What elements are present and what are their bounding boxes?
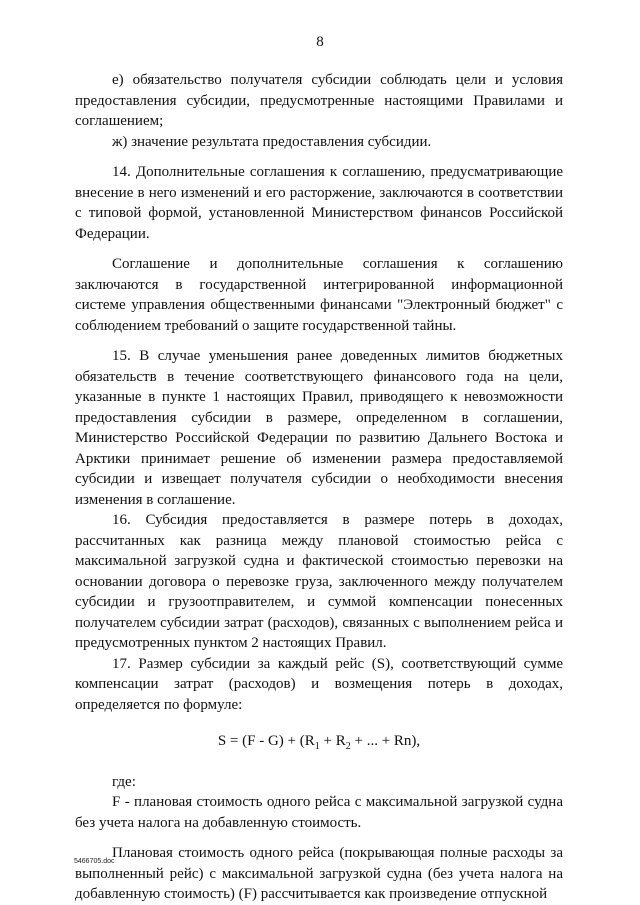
paragraph-f-definition: F - плановая стоимость одного рейса с максимальной загрузкой судна без учета налога на добавленную стоимость.: [75, 794, 563, 831]
paragraph-planned-cost: Плановая стоимость одного рейса (покрывающая полные расходы за выполненный рейс) с максимальной загрузкой судна (без учета налога на добавленную стоимость) (F) рассчитывается как произведение отпускной: [75, 845, 563, 902]
paragraph-14: 14. Дополнительные соглашения к соглашению, предусматривающие внесение в него изменений и его расторжение, заключаются в соответствии с типовой формой, установленной Министерством финансов Российской Федерации.: [75, 164, 563, 242]
document-body: [75, 70, 563, 905]
footer-filename: 5466705.doc: [74, 858, 115, 865]
paragraph-agreement: Соглашение и дополнительные соглашения к соглашению заключаются в государственной интегрированной информационной системе управления общественными финансами "Электронный бюджет" с соблюдением требований о защите государственной тайны.: [75, 256, 563, 334]
paragraph-17: 17. Размер субсидии за каждый рейс (S), соответствующий сумме компенсации затрат (расходов) и возмещения потерь в доходах, определяется по формуле:: [75, 655, 563, 713]
paragraph-where: где:: [112, 773, 136, 790]
paragraph-e: е) обязательство получателя субсидии соблюдать цели и условия предоставления субсидии, предусмотренные настоящими Правилами и соглашением;: [75, 72, 563, 129]
paragraph-15: 15. В случае уменьшения ранее доведенных лимитов бюджетных обязательств в течение соответствующего финансового года на цели, указанные в пункте 1 настоящих Правил, приводящего к невозможности предоставления субсидии в размере, определенном в соглашении, Министерство Российской Федерации по развитию Дальнего Востока и Арктики принимает решение об изменении размера предоставляемой субсидии и извещает получателя субсидии о необходимости внесения изменения в соглашение.: [75, 348, 563, 508]
page-number: 8: [316, 34, 324, 50]
paragraph-zh: ж) значение результата предоставления субсидии.: [112, 133, 432, 150]
paragraph-16: 16. Субсидия предоставляется в размере потерь в доходах, рассчитанных как разница между плановой стоимостью рейса с максимальной загрузкой судна и фактической стоимостью перевозки на основании договора о перевозке груза, заключенного между получателем субсидии и грузоотправителем, и суммой компенсации понесенных получателем субсидии затрат (расходов), связанных с выполнением рейса и предусмотренных пунктом 2 настоящих Правил.: [75, 512, 563, 651]
subsidy-formula: $S = (F - G) + (R_1 + R_2$ + ... + Rn),: [217, 733, 421, 752]
